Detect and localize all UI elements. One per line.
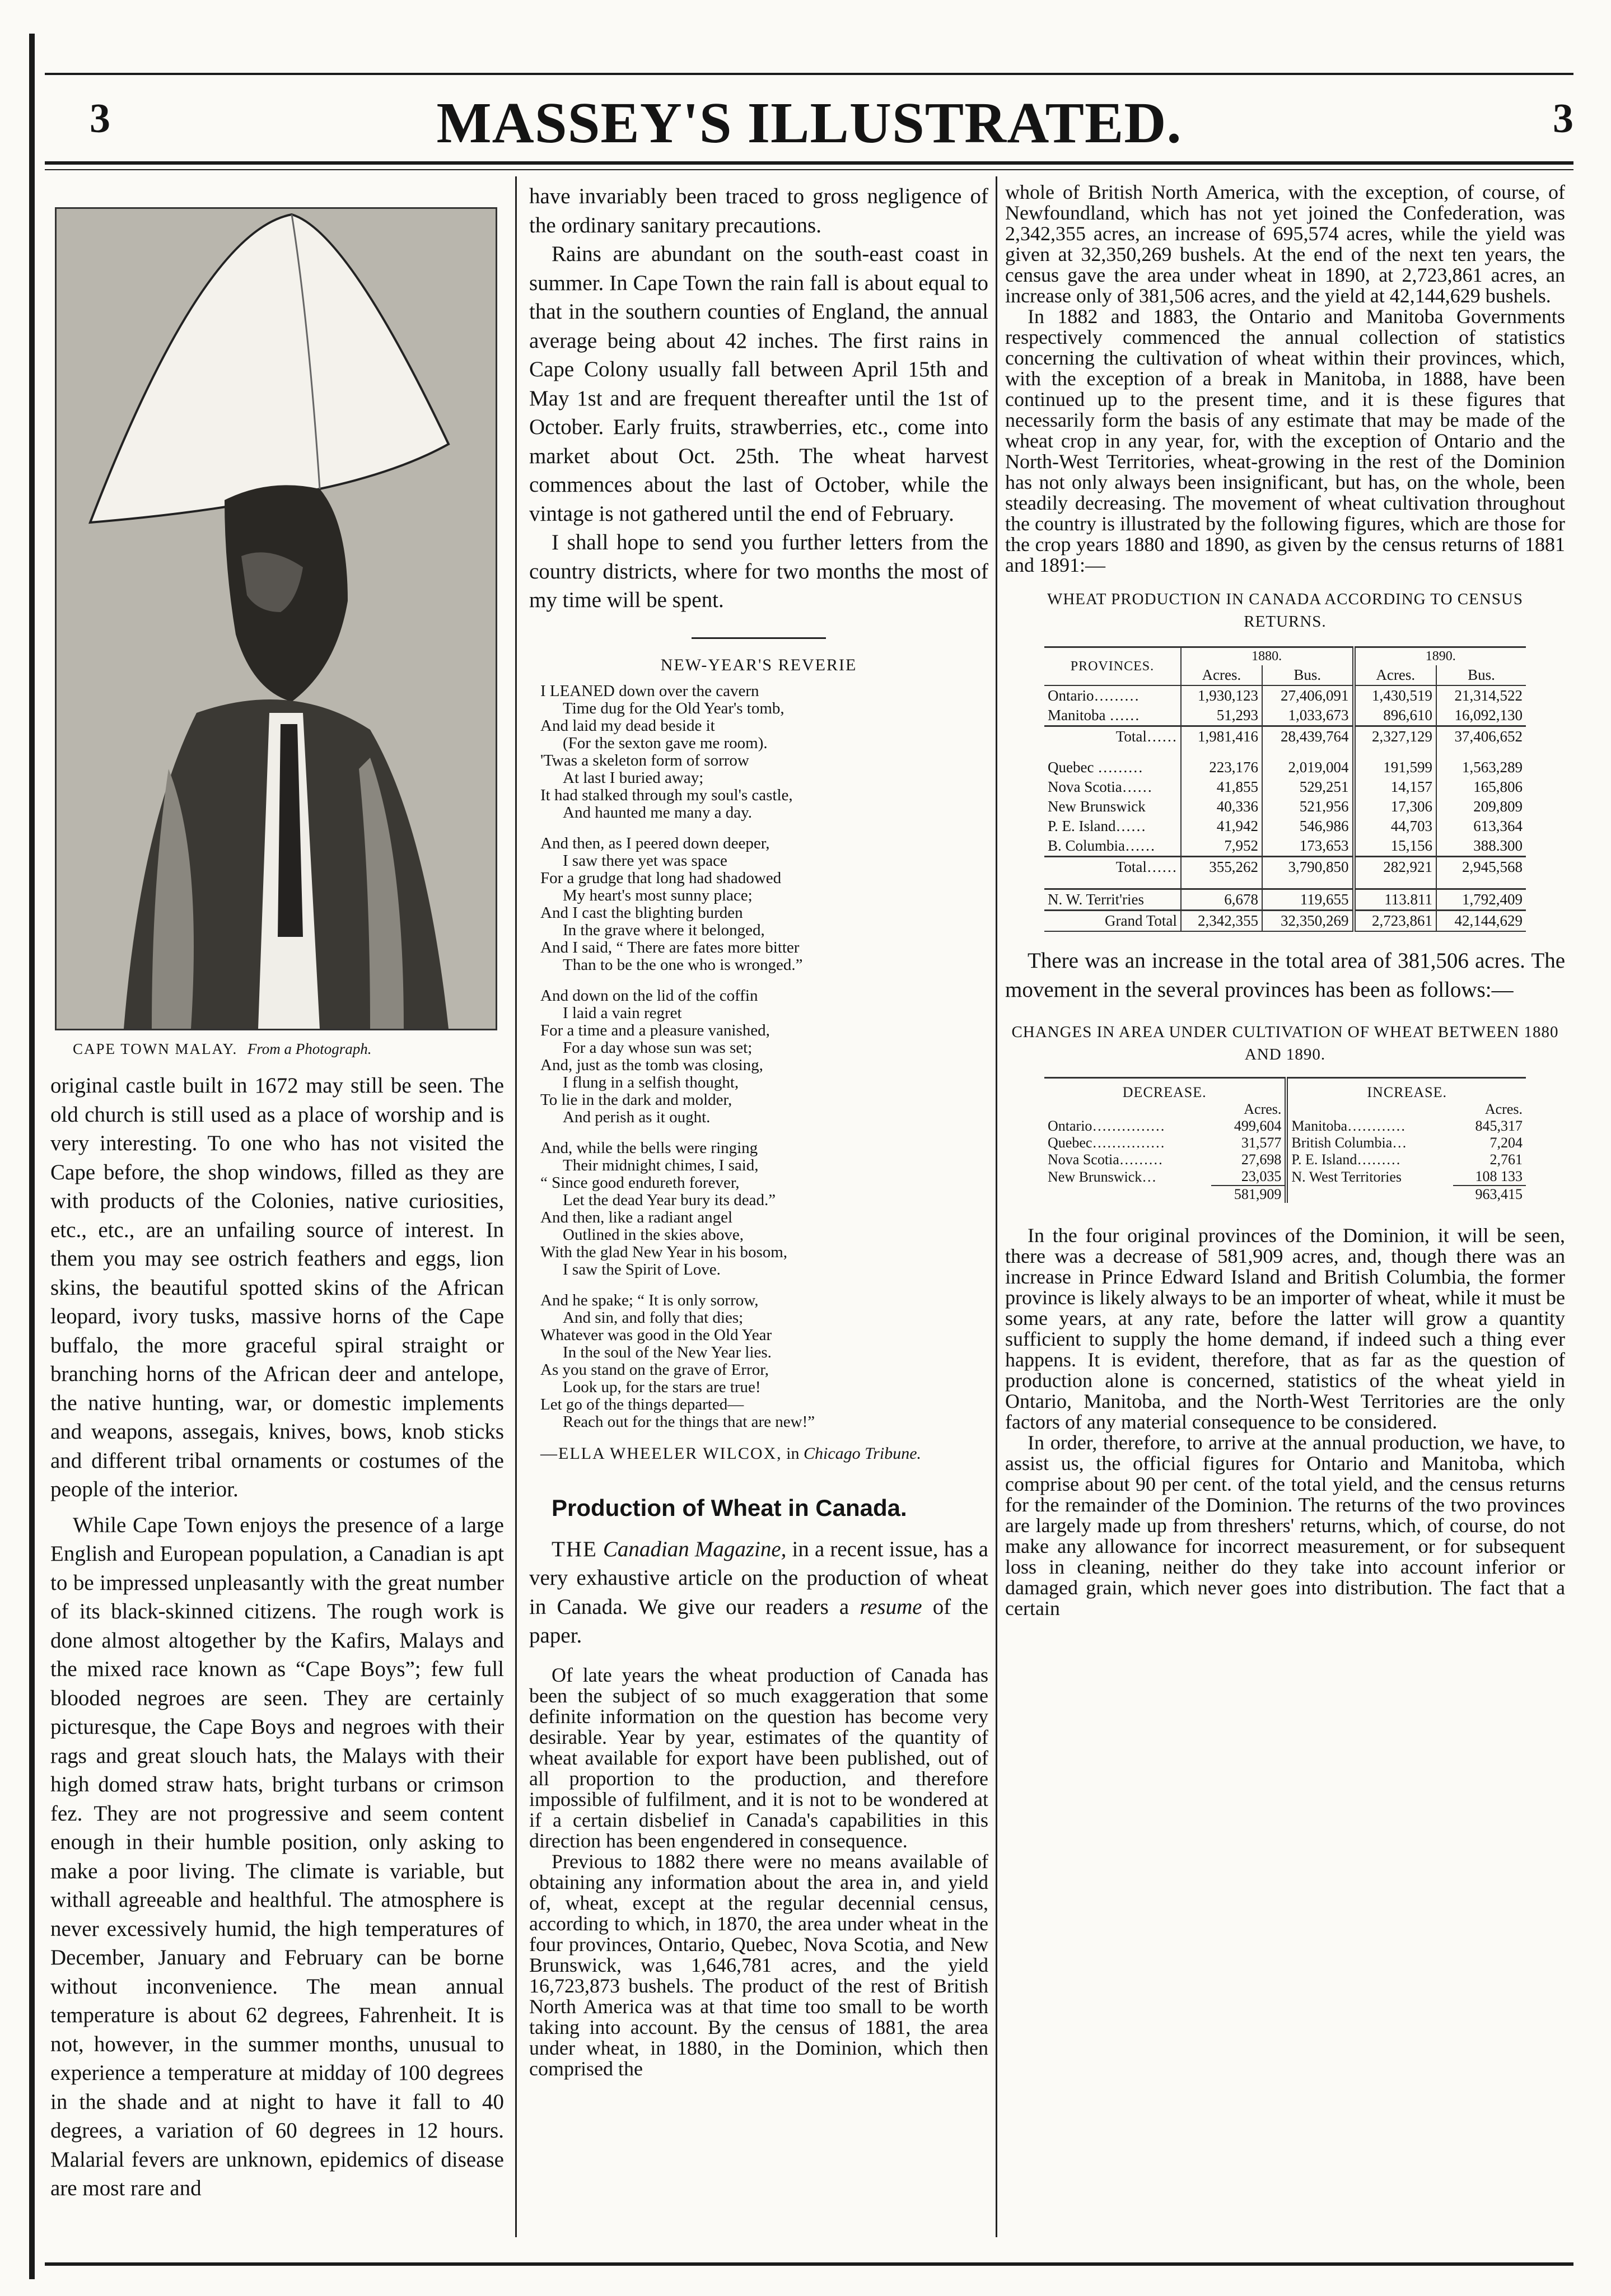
value-cell: 27,698 <box>1211 1151 1286 1168</box>
photograph-cape-town-malay <box>55 207 497 1030</box>
paragraph: Rains are abundant on the south-east coast in summer. In Cape Town the rain fall is about equal to that in the southern counties of England, the annual average being about 42 inches. The first rains in Cape Colony usually fall between April 15th and May 1st and are frequent thereafter until the 1st of October. Early fruits, strawberries, etc., come into market about Oct. 25th. The wheat harvest commences about the last of October, while the vintage is not gathered until the end of February. <box>529 242 988 526</box>
poem-line: With the glad New Year in his bosom, <box>540 1243 788 1261</box>
poem-line: For a grudge that long had shadowed <box>540 869 782 887</box>
attribution-source: Chicago Tribune. <box>804 1444 922 1463</box>
caption-title: CAPE TOWN MALAY. <box>73 1040 238 1057</box>
table-title-wheat-production: WHEAT PRODUCTION IN CANADA ACCORDING TO CENSUS RETURNS. <box>1047 590 1523 631</box>
poem-line: And laid my dead beside it <box>540 716 715 735</box>
poem-line: And, just as the tomb was closing, <box>540 1056 763 1074</box>
value-cell: 16,092,130 <box>1454 707 1523 724</box>
poem-stanza <box>540 835 988 974</box>
total-cell: 581,909 <box>1211 1186 1286 1203</box>
value-cell: 6,678 <box>1181 889 1262 911</box>
poem-line: For a time and a pleasure vanished, <box>540 1021 770 1039</box>
province-cell: Total…… <box>1044 857 1181 878</box>
table-row <box>1044 685 1526 706</box>
table-row <box>1044 1168 1526 1186</box>
value-cell: 2,945,568 <box>1462 858 1523 875</box>
value-cell: 2,327,129 <box>1354 726 1436 747</box>
poem-title: NEW-YEAR'S REVERIE <box>660 655 857 674</box>
attribution-author: ELLA WHEELER WILCOX, <box>558 1444 782 1463</box>
poem-attribution <box>540 1444 988 1463</box>
value-cell: 499,604 <box>1211 1118 1286 1135</box>
value-cell: 27,406,091 <box>1262 685 1354 706</box>
value-cell: 1,792,409 <box>1462 891 1523 908</box>
poem-line: And perish as it ought. <box>563 1108 711 1126</box>
value-cell: 1,563,289 <box>1462 759 1523 776</box>
table-row <box>1044 889 1526 911</box>
province-cell: P. E. Island……… <box>1291 1151 1401 1168</box>
value-cell: 165,806 <box>1473 778 1523 795</box>
value-cell: 845,317 <box>1475 1118 1523 1134</box>
province-cell: Total…… <box>1044 726 1181 747</box>
changes-area-table <box>1044 1077 1526 1203</box>
article-text: of the paper. <box>529 1594 988 1648</box>
poem-line: Reach out for the things that are new!” <box>563 1412 815 1431</box>
value-cell: 21,314,522 <box>1454 687 1523 704</box>
poem-line: “ Since good endureth forever, <box>540 1173 740 1192</box>
header-bus: Bus. <box>1262 665 1354 685</box>
attribution-dash: — <box>540 1444 558 1463</box>
poem-stanza <box>540 1140 988 1278</box>
value-cell: 546,986 <box>1262 816 1354 836</box>
photo-caption <box>73 1040 504 1058</box>
poem-line: And down on the lid of the coffin <box>540 986 758 1005</box>
table-row <box>1044 836 1526 857</box>
paragraph: have invariably been traced to gross negligence of the ordinary sanitary precautions. <box>529 184 988 237</box>
poem-line: Look up, for the stars are true! <box>563 1378 761 1396</box>
value-cell: 2,342,355 <box>1181 911 1262 932</box>
value-cell: 173,653 <box>1262 836 1354 857</box>
paragraph: There was an increase in the total area of 381,506 acres. The movement in the several provinces has been as follows:— <box>1005 949 1565 1002</box>
value-cell: 51,293 <box>1181 706 1262 726</box>
column-divider-2 <box>996 176 997 2237</box>
header-provinces: PROVINCES. <box>1044 647 1181 686</box>
value-cell: 613,364 <box>1473 818 1523 834</box>
spacer-row <box>1044 746 1526 758</box>
column-divider-1 <box>515 176 517 2237</box>
poem-line: As you stand on the grave of Error, <box>540 1360 769 1379</box>
value-cell: 282,921 <box>1354 857 1436 878</box>
paragraph: In the four original provinces of the Dominion, it will be seen, there was a decrease of 581,909 acres, and, though there was an increase in Prince Edward Island and British Columbia, the former province is likely always to be an importer of wheat, while it must be some years, at any rate, before the latter will grow a quantity sufficient to supply the home demand, if indeed such a thing ever happens. It is evident, therefore, that as far as the question of production alone is concerned, statistics of the wheat yield in Ontario, Manitoba, and the North-West Territories are the only factors of any material consequence to be considered. <box>1005 1224 1565 1433</box>
province-cell: Manitoba …… <box>1044 706 1181 726</box>
paragraph: In order, therefore, to arrive at the annual production, we have, to assist us, the official figures for Ontario and Manitoba, which comprise about 90 per cent. of the total yield, and the census returns for the remainder of the Dominion. The returns of the two provinces are largely made up from threshers' returns, which, of course, do not make any allowance for incorrect measurement, or for subsequent loss in cleaning, neither do they take into account inferior or damaged grain, which never goes into distribution. The fact that a certain <box>1005 1431 1565 1620</box>
value-cell: 42,144,629 <box>1454 912 1523 929</box>
province-cell: New Brunswick… <box>1048 1168 1157 1185</box>
column-2 <box>529 182 988 2079</box>
table-title-changes: CHANGES IN AREA UNDER CULTIVATION OF WHEAT BETWEEN 1880 AND 1890. <box>1011 1023 1559 1063</box>
table-row <box>1044 777 1526 797</box>
poem-line: I laid a vain regret <box>563 1004 682 1022</box>
value-cell: 355,262 <box>1181 857 1262 878</box>
table-row-grand-total <box>1044 911 1526 932</box>
page-number-right: 3 <box>1553 96 1573 142</box>
province-cell: British Columbia… <box>1291 1135 1407 1151</box>
poem-line: And then, as I peered down deeper, <box>540 834 770 852</box>
table-row <box>1044 1118 1526 1135</box>
masthead-title: MASSEY'S ILLUSTRATED. <box>436 91 1182 155</box>
province-cell: P. E. Island…… <box>1044 816 1181 836</box>
poem-line: I LEANED down over the cavern <box>540 682 759 700</box>
poem-line: And haunted me many a day. <box>563 803 752 822</box>
value-cell: 2,761 <box>1489 1151 1523 1168</box>
poem-line: It had stalked through my soul's castle, <box>540 786 793 804</box>
poem-stanza <box>540 1292 988 1431</box>
table-row <box>1044 816 1526 836</box>
poem-line: And I cast the blighting burden <box>540 903 743 922</box>
value-cell: 7,204 <box>1489 1135 1523 1151</box>
province-cell: B. Columbia…… <box>1044 836 1181 857</box>
section-rule <box>692 637 826 639</box>
table-row <box>1044 1151 1526 1168</box>
value-cell: 108 133 <box>1475 1168 1523 1184</box>
table-row-total <box>1044 1186 1526 1203</box>
value-cell: 17,306 <box>1354 797 1436 816</box>
poem-line: And he spake; “ It is only sorrow, <box>540 1291 759 1309</box>
paragraph: original castle built in 1672 may still be seen. The old church is still used as a place of worship and is very interesting. To one who has not visited the Cape before, the shop windows, filled as they are with products of the Colonies, native curiosities, etc., etc., are an unfailing source of interest. In them you may see ostrich feathers and eggs, lion skins, the beautiful spotted skins of the African leopard, ivory tusks, massive horns of the Cape buffalo, the more graceful spiral straight or branching horns of the African deer and antelope, the native hunting, war, or domestic implements and weapons, assegais, knives, bows, knob sticks and different tribal ornaments or costumes of the people of the interior. <box>50 1074 504 1501</box>
value-cell: 2,723,861 <box>1354 911 1436 932</box>
province-cell: Grand Total <box>1044 911 1181 932</box>
value-cell: 388.300 <box>1473 837 1523 854</box>
value-cell: 1,930,123 <box>1181 685 1262 706</box>
resume-word: resume <box>860 1594 922 1619</box>
value-cell: 44,703 <box>1354 816 1436 836</box>
province-cell: Quebec ……… <box>1044 758 1181 777</box>
header-year-1880: 1880. <box>1181 647 1354 666</box>
header-acres: Acres. <box>1211 1101 1286 1118</box>
value-cell: 41,855 <box>1181 777 1262 797</box>
poem-line: And, while the bells were ringing <box>540 1138 758 1157</box>
poem-line: Let go of the things departed— <box>540 1395 744 1413</box>
province-cell: New Brunswick <box>1044 797 1181 816</box>
value-cell: 209,809 <box>1473 798 1523 815</box>
poem-line: (For the sexton gave me room). <box>563 734 768 752</box>
value-cell: 119,655 <box>1262 889 1354 911</box>
poem-line: And then, like a radiant angel <box>540 1208 733 1226</box>
paragraph: whole of British North America, with the exception, of course, of Newfoundland, which has not yet joined the Confederation, was 2,342,355 acres, an increase of 695,574 acres, while the yield was given at 32,350,269 bushels. At the end of the next ten years, the census gave the area under wheat in 1890, at 2,723,861 acres, an increase only of 381,506 acres, and the yield at 42,144,629 bushels. <box>1005 181 1565 307</box>
article-text: in a recent issue, has a very exhaustive article on the production of wheat in Canada. We give our readers a <box>529 1537 988 1619</box>
poem-line: Outlined in the skies above, <box>563 1225 744 1244</box>
value-cell: 223,176 <box>1181 758 1262 777</box>
magazine-name: Canadian Magazine, <box>603 1537 787 1561</box>
spacer-row <box>1044 877 1526 889</box>
poem-stanza <box>540 987 988 1126</box>
header-increase: INCREASE. <box>1286 1078 1526 1102</box>
value-cell: 1,981,416 <box>1181 726 1262 747</box>
value-cell: 191,599 <box>1354 758 1436 777</box>
header-rule-thick <box>45 161 1573 165</box>
province-cell: Nova Scotia……… <box>1048 1151 1163 1168</box>
paragraph: I shall hope to send you further letters from the country districts, where for two months the most of my time will be spent. <box>529 530 988 612</box>
province-cell: N. W. Territ'ries <box>1044 889 1181 911</box>
value-cell: 37,406,652 <box>1454 728 1523 745</box>
paragraph: Of late years the wheat production of Canada has been the subject of so much exaggeration that some definite information on the question has become very desirable. Year by year, estimates of the quantity of wheat available for export have been published, out of all proportion to the production, and therefore impossible of fulfilment, and it is not to be wondered at if a certain disbelief in Canada's capabilities in this direction has been engendered in consequence. <box>529 1663 988 1852</box>
total-cell: 963,415 <box>1453 1186 1526 1203</box>
table-row-total <box>1044 857 1526 878</box>
header-acres: Acres. <box>1354 665 1436 685</box>
header-bus: Bus. <box>1468 666 1495 683</box>
column-3 <box>1005 182 1565 1619</box>
poem-line: Time dug for the Old Year's tomb, <box>563 699 785 717</box>
table-row-total <box>1044 726 1526 747</box>
value-cell: 23,035 <box>1211 1168 1286 1186</box>
poem-line: Let the dead Year bury its dead.” <box>563 1191 776 1209</box>
value-cell: 896,610 <box>1354 706 1436 726</box>
poem-body <box>540 683 988 1431</box>
article-title: Production of Wheat in Canada. <box>552 1494 907 1521</box>
value-cell: 7,952 <box>1181 836 1262 857</box>
poem-line: I saw there yet was space <box>563 851 727 870</box>
poem-line: And I said, “ There are fates more bitter <box>540 938 800 956</box>
poem-line: To lie in the dark and molder, <box>540 1090 732 1109</box>
header-rule-thin <box>45 169 1573 170</box>
paragraph: While Cape Town enjoys the presence of a large English and European population, a Canadian is apt to be impressed unpleasantly with the great number of its black-skinned citizens. The rough work is done almost altogether by the Kafirs, Malays and the mixed race known as “Cape Boys”; few full blooded negroes are seen. They are certainly picturesque, the Cape Boys and negroes with their rags and great slouch hats, the Malays with their high domed straw hats, bright turbans or crimson fez. They are not progressive and seem content enough in their humble position, only asking to make a poor living. The climate is variable, but withall agreeable and healthful. The atmosphere is never excessively humid, the high temperatures of December, January and February can be borne without inconvenience. The mean annual temperature is about 62 degrees, Fahrenheit. It is not, however, in the summer months, unusual to experience a temperature at midday of 100 degrees in the shade and at night to have it fall to 40 degrees, a variation of 60 degrees in 12 hours. Malarial fevers are unknown, epidemics of disease are most rare and <box>50 1513 504 2200</box>
value-cell: 3,790,850 <box>1262 857 1354 878</box>
paragraph: In 1882 and 1883, the Ontario and Manitoba Governments respectively commenced the annual collection of statistics concerning the cultivation of wheat within their provinces, which, with the exception of a break in Manitoba, in 1888, have been continued up to the present time, and it is these figures that necessarily form the basis of any estimate that may be made of the wheat crop in any year, for, with the exception of Ontario and the North-West Territories, wheat-growing in the rest of the Dominion has not only always been insignificant, but has, on the whole, been steadily decreasing. The movement of wheat cultivation throughout the country is illustrated by the following figures, which are those for the crop years 1880 and 1890, as given by the census returns of 1881 and 1891:— <box>1005 305 1565 576</box>
poem-stanza <box>540 683 988 822</box>
poem-line: I saw the Spirit of Love. <box>563 1260 721 1278</box>
poem-line: And sin, and folly that dies; <box>563 1308 744 1327</box>
poem-line: My heart's most sunny place; <box>563 886 753 904</box>
poem-line: Than to be the one who is wronged.” <box>563 955 803 974</box>
table-row <box>1044 797 1526 816</box>
value-cell: 113.811 <box>1354 889 1436 911</box>
province-cell: Ontario……… <box>1044 685 1181 706</box>
value-cell: 40,336 <box>1181 797 1262 816</box>
province-cell: Ontario…………… <box>1048 1118 1165 1134</box>
wheat-production-table <box>1044 646 1526 932</box>
province-cell: Quebec…………… <box>1048 1135 1165 1151</box>
top-rule <box>45 73 1573 75</box>
poem-line: I flung in a selfish thought, <box>563 1073 739 1091</box>
poem-line: At last I buried away; <box>563 768 704 787</box>
value-cell: 31,577 <box>1211 1135 1286 1151</box>
poem-line: For a day whose sun was set; <box>563 1038 753 1057</box>
caption-credit: From a Photograph. <box>247 1040 372 1057</box>
portrait-illustration <box>57 209 496 1029</box>
province-cell: N. West Territories <box>1291 1168 1402 1185</box>
poem-line: Their midnight chimes, I said, <box>563 1156 759 1174</box>
poem-line: In the grave where it belonged, <box>563 921 765 939</box>
paragraph: Previous to 1882 there were no means available of obtaining any information about the area in, and yield of, wheat, except at the regular decennial census, according to which, in 1870, the area under wheat in the four provinces, Ontario, Quebec, Nova Scotia, and New Brunswick, was 1,646,781 acres, and the yield 16,723,873 bushels. The product of the rest of British North America was at that time too small to be worth taking into account. By the census of 1881, the area under wheat, in 1880, in the Dominion, which then comprised the <box>529 1850 988 2080</box>
header-acres: Acres. <box>1181 665 1262 685</box>
table-row <box>1044 706 1526 726</box>
table-row <box>1044 758 1526 777</box>
header-decrease: DECREASE. <box>1044 1078 1286 1102</box>
column-1 <box>50 182 504 2203</box>
value-cell: 32,350,269 <box>1262 911 1354 932</box>
value-cell: 14,157 <box>1354 777 1436 797</box>
value-cell: 529,251 <box>1262 777 1354 797</box>
value-cell: 28,439,764 <box>1262 726 1354 747</box>
value-cell: 41,942 <box>1181 816 1262 836</box>
page-number-left: 3 <box>90 96 110 142</box>
poem-line: Whatever was good in the Old Year <box>540 1326 772 1344</box>
bottom-rule <box>45 2262 1573 2266</box>
province-cell: Nova Scotia…… <box>1044 777 1181 797</box>
attribution-in: in <box>782 1444 804 1463</box>
header-year-1890: 1890. <box>1425 649 1456 664</box>
table-row <box>1044 1135 1526 1151</box>
province-cell: Manitoba………… <box>1291 1118 1406 1134</box>
value-cell: 15,156 <box>1354 836 1436 857</box>
value-cell: 1,033,673 <box>1262 706 1354 726</box>
value-cell: 521,956 <box>1262 797 1354 816</box>
poem-line: 'Twas a skeleton form of sorrow <box>540 751 749 769</box>
paragraph <box>529 1535 988 1650</box>
article-lead-word: THE <box>552 1537 597 1561</box>
value-cell: 1,430,519 <box>1354 685 1436 706</box>
value-cell: 2,019,004 <box>1262 758 1354 777</box>
poem-line: In the soul of the New Year lies. <box>563 1343 772 1361</box>
header-acres: Acres. <box>1484 1101 1523 1117</box>
left-binding-rule <box>29 34 35 2279</box>
